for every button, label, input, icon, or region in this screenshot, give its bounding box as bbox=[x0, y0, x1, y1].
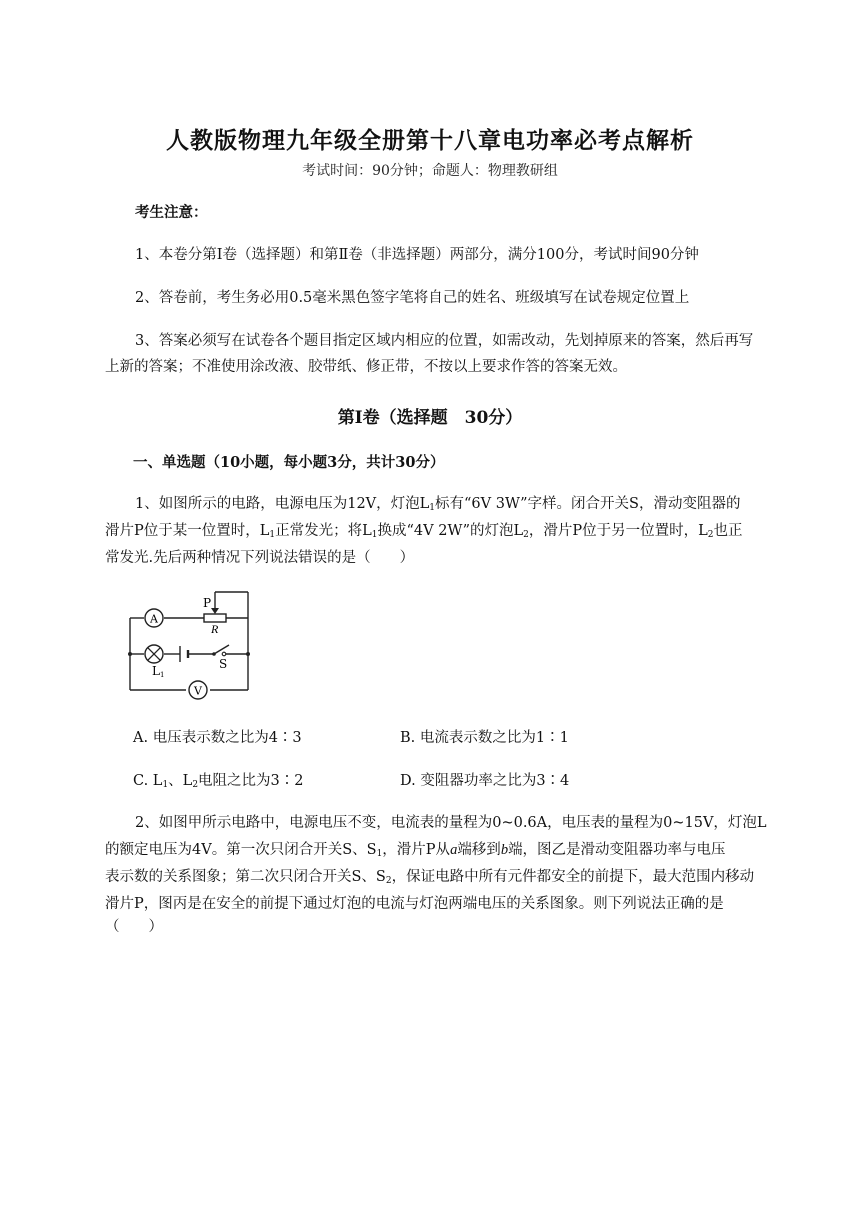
note-item: 2、答卷前，考生务必用0.5毫米黑色签字笔将自己的姓名、班级填写在试卷规定位置上 bbox=[135, 290, 690, 306]
question-2-line-3: 表示数的关系图象；第二次只闭合开关S、$S_2$，保证电路中所有元件都安全的前提下，最大范围内移动 bbox=[105, 869, 755, 886]
option-b[interactable]: B. 电流表示数之比为1∶1 bbox=[400, 730, 569, 746]
notes-heading: 考生注意： bbox=[135, 204, 208, 221]
question-2-line-5: （ ） bbox=[105, 919, 163, 935]
page-title: 人教版物理九年级全册第十八章电功率必考点解析 bbox=[166, 127, 694, 154]
note-item: 上新的答案；不准使用涂改液、胶带纸、修正带，不按以上要求作答的答案无效。 bbox=[105, 359, 627, 375]
question-1-line-1: 1、如图所示的电路，电源电压为12V，灯泡$L_1$标有“6V 3W”字样。闭合开关S，滑动变阻器的 bbox=[135, 496, 741, 513]
circuit-diagram bbox=[118, 588, 258, 706]
slider-arrow-icon bbox=[211, 608, 219, 614]
question-2-line-4: 滑片P，图丙是在安全的前提下通过灯泡的电流与灯泡两端电压的关系图象。则下列说法正确的是 bbox=[105, 896, 724, 912]
note-item: 1、本卷分第Ⅰ卷（选择题）和第Ⅱ卷（非选择题）两部分，满分100分，考试时间90分钟 bbox=[135, 247, 699, 263]
voltmeter-label: V bbox=[194, 684, 202, 698]
page-subtitle: 考试时间：90分钟；命题人：物理教研组 bbox=[302, 163, 558, 179]
section-title: 第Ⅰ卷（选择题 30分） bbox=[337, 408, 523, 428]
question-1-line-2: 滑片P位于某一位置时，$L_1$正常发光；将$L_1$换成“4V 2W”的灯泡$L_2$，滑片P位于另一位置时，$L_2$也正 bbox=[105, 523, 743, 540]
lamp-label: L1 bbox=[152, 664, 165, 679]
rheostat-icon bbox=[204, 614, 226, 622]
note-item: 3、答案必须写在试卷各个题目指定区域内相应的位置，如需改动，先划掉原来的答案，然后再写 bbox=[135, 333, 754, 349]
question-2-line-2: 的额定电压为4V。第一次只闭合开关S、$S_1$，滑片P从a端移到b端，图乙是滑动变阻器功率与电压 bbox=[105, 842, 726, 859]
part-heading: 一、单选题（10小题，每小题3分，共计30分） bbox=[133, 454, 445, 471]
question-1-line-3: 常发光.先后两种情况下列说法错误的是（ ） bbox=[105, 550, 415, 566]
option-a[interactable]: A. 电压表示数之比为4∶3 bbox=[133, 730, 302, 746]
rheostat-label: R bbox=[211, 622, 219, 636]
option-d[interactable]: D. 变阻器功率之比为3∶4 bbox=[400, 773, 570, 789]
option-c[interactable]: C. $L_1$、$L_2$电阻之比为3∶2 bbox=[133, 773, 304, 790]
ammeter-label: A bbox=[150, 612, 158, 626]
switch-label: S bbox=[219, 657, 228, 671]
question-2-line-1: 2、如图甲所示电路中，电源电压不变，电流表的量程为0~0.6A，电压表的量程为0~15V，灯泡L bbox=[135, 815, 767, 831]
slider-label: P bbox=[203, 596, 212, 610]
